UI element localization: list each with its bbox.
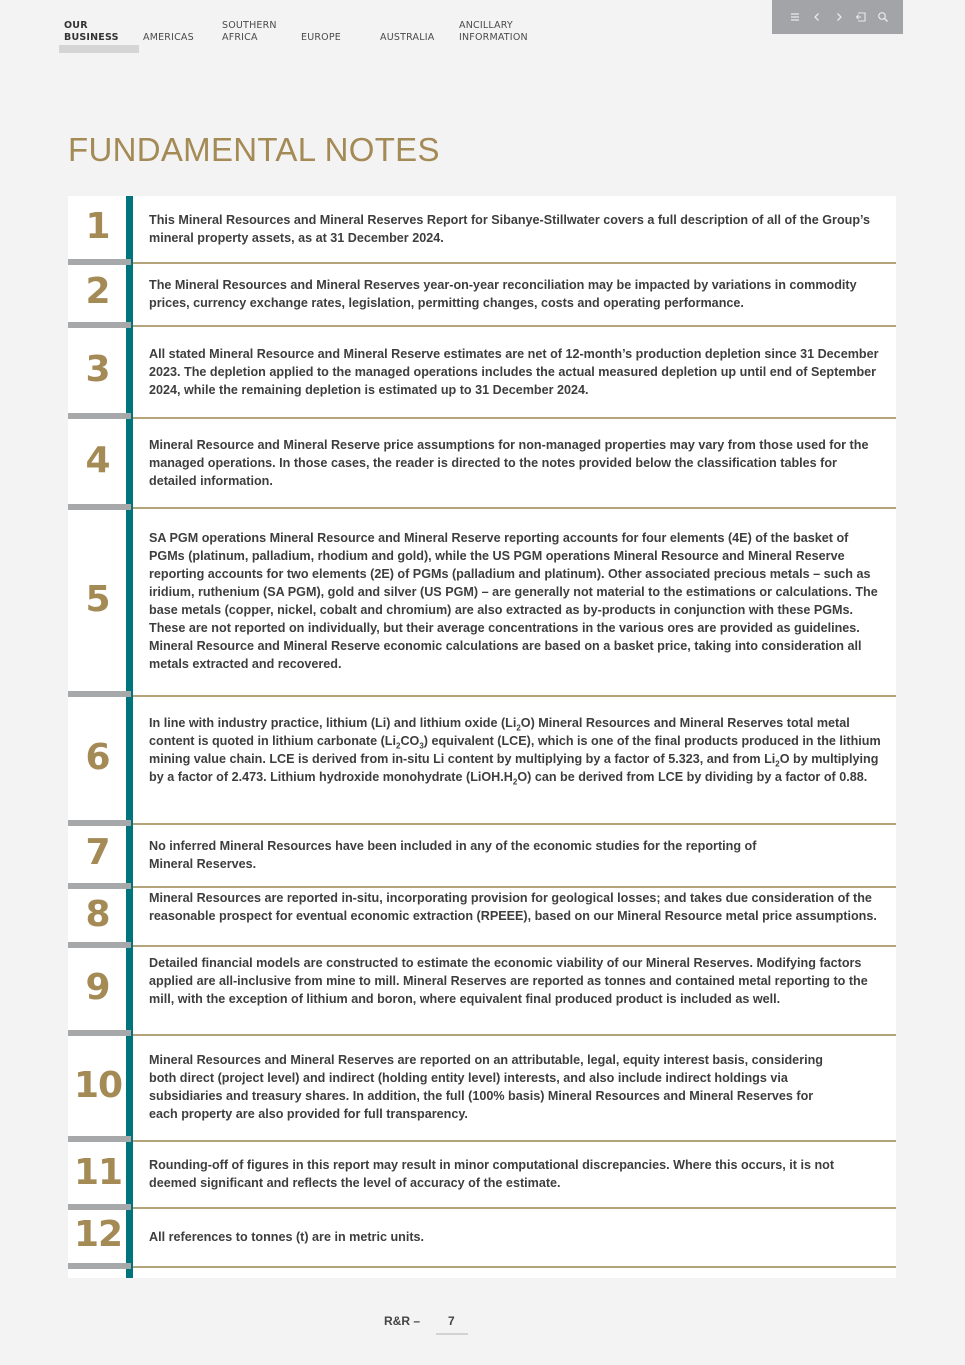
note-number: 8: [85, 894, 111, 935]
note-divider-tab: [68, 322, 131, 328]
note-separator: [133, 823, 896, 825]
note-separator: [133, 695, 896, 697]
note-divider-tab: [68, 942, 131, 948]
note-number: 3: [85, 349, 111, 390]
nav-europe[interactable]: EUROPE: [301, 32, 341, 43]
menu-icon[interactable]: [789, 11, 801, 23]
note-number: 7: [85, 832, 111, 873]
note-separator: [133, 262, 896, 264]
note-number: 11: [73, 1152, 123, 1193]
footer-label: R&R –: [384, 1314, 421, 1328]
note-divider-tab: [68, 1263, 131, 1269]
note-number: 6: [85, 737, 111, 778]
note-separator: [133, 1266, 896, 1268]
page-title: FUNDAMENTAL NOTES: [68, 131, 440, 168]
note-divider-tab: [68, 413, 131, 419]
note-number: 12: [73, 1214, 123, 1255]
note-separator: [133, 1034, 896, 1036]
note-text: All references to tonnes (t) are in metric units.: [149, 1230, 425, 1244]
note-number: 1: [85, 206, 111, 247]
note-divider-tab: [68, 883, 131, 889]
note-separator: [133, 945, 896, 947]
return-icon[interactable]: [855, 11, 867, 23]
note-text: Detailed financial models are constructed to estimate the economic viability of our Mineral Reserves. Modifying factors applied are all-inclusive from mine to mill. Mineral Reserves are reported as tonnes and contained metal reporting to the mill, with the exception of lithium and boron, where equivalent final produced product is included as well.: [149, 956, 868, 1006]
active-tab-indicator: [59, 45, 139, 53]
note-text: All stated Mineral Resource and Mineral Reserve estimates are net of 12-month’s production depletion since 31 December 2023. The depletion applied to the managed operations includes the actual measured depletion up until end of September 2024, while the remaining depletion is estimated up to 31 December 2024.: [149, 347, 879, 397]
note-number: 4: [85, 440, 111, 481]
top-navigation: [0, 0, 965, 60]
page-footer: [384, 1314, 455, 1328]
note-divider-tab: [68, 1136, 131, 1142]
page-number-underline: [436, 1333, 468, 1335]
note-separator: [133, 325, 896, 327]
note-number: 5: [85, 579, 111, 620]
note-separator: [133, 1207, 896, 1209]
note-divider-tab: [68, 1030, 131, 1036]
note-number: 10: [73, 1065, 123, 1106]
chevron-left-icon[interactable]: [811, 11, 823, 23]
nav-americas[interactable]: AMERICAS: [143, 32, 194, 43]
note-divider-tab: [68, 504, 131, 510]
note-separator: [133, 886, 896, 888]
note-number: 9: [85, 967, 111, 1008]
toolbar: [772, 0, 903, 34]
note-text: This Mineral Resources and Mineral Reserves Report for Sibanye-Stillwater covers a full description of all of the Group’s mineral property assets, as at 31 December 2024.: [149, 213, 871, 245]
nav-ancillary-information[interactable]: ANCILLARY INFORMATION: [459, 20, 528, 43]
note-number: 2: [85, 271, 111, 312]
nav-southern-africa[interactable]: SOUTHERN AFRICA: [222, 20, 277, 43]
search-icon[interactable]: [877, 11, 889, 23]
note-separator: [133, 1140, 896, 1142]
note-text: Mineral Resource and Mineral Reserve price assumptions for non-managed properties may vary from those used for the managed operations. In those cases, the reader is directed to the notes provided below the classification tables for detailed information.: [149, 438, 869, 488]
note-text: Mineral Resources are reported in-situ, incorporating provision for geological losses; and takes due consideration of the reasonable prospect for eventual economic extraction (RPEEE), based on our Mineral Resource metal price assumptions.: [149, 891, 877, 923]
note-text: SA PGM operations Mineral Resource and Mineral Reserve reporting accounts for four elements (4E) of the basket of PGMs (platinum, palladium, rhodium and gold), while the US PGM operations Mineral Resource and Mineral Reserve reporting accounts for two elements (2E) of PGMs (palladium and platinum). Other associated precious metals – such as iridium, ruthenium (SA PGM), gold and silver (US PGM) – are generally not material to the estimations or calculations. The base metals (copper, nickel, cobalt and chromium) are also extracted as by-products in conjunction with these PGMs. These are not reported on individually, but their average concentrations in the various ores are provided as guidelines. Mineral Resource and Mineral Reserve economic calculations are based on a basket price, taking into consideration all metals extracted and recovered.: [149, 531, 878, 671]
note-divider-tab: [68, 820, 131, 826]
chevron-right-icon[interactable]: [833, 11, 845, 23]
nav-australia[interactable]: AUSTRALIA: [380, 32, 435, 43]
nav-our-business[interactable]: OUR BUSINESS: [64, 20, 119, 43]
note-divider-tab: [68, 259, 131, 265]
note-divider-tab: [68, 1204, 131, 1210]
note-text: Rounding-off of figures in this report may result in minor computational discrepancies. Where this occurs, it is not deemed significant and reflects the level of accuracy of the estimate.: [149, 1158, 835, 1190]
note-text: Mineral Resources and Mineral Reserves are reported on an attributable, legal, equity interest basis, considering both direct (project level) and indirect (holding entity level) interests, and also include indirect holdings via subsidiaries and treasury shares. In addition, the full (100% basis) Mineral Resources and Mineral Reserves for each property are also provided for full transparency.: [149, 1053, 823, 1121]
page-number: 7: [448, 1314, 455, 1328]
note-divider-tab: [68, 691, 131, 697]
note-text: The Mineral Resources and Mineral Reserves year-on-year reconciliation may be impacted by variations in commodity prices, currency exchange rates, legislation, permitting changes, costs and operating performance.: [149, 278, 857, 310]
note-text: No inferred Mineral Resources have been included in any of the economic studies for the reporting of Mineral Reserves.: [149, 839, 757, 871]
note-separator: [133, 507, 896, 509]
note-text: In line with industry practice, lithium (Li) and lithium oxide $(Li_2O)$ Mineral Resources and Mineral Reserves total metal content is quoted in lithium carbonate $(Li_2CO_3)$ equivalent (LCE), which is one of the final products produced in the lithium mining value chain. LCE is derived from in-situ Li content by multiplying by a factor of 5.323, and from $Li_2O$ by multiplying by a factor of 2.473. Lithium hydroxide monohydrate $(LiOH.H_2O)$ can be derived from LCE by dividing by a factor of 0.88.: [149, 716, 881, 787]
note-separator: [133, 417, 896, 419]
